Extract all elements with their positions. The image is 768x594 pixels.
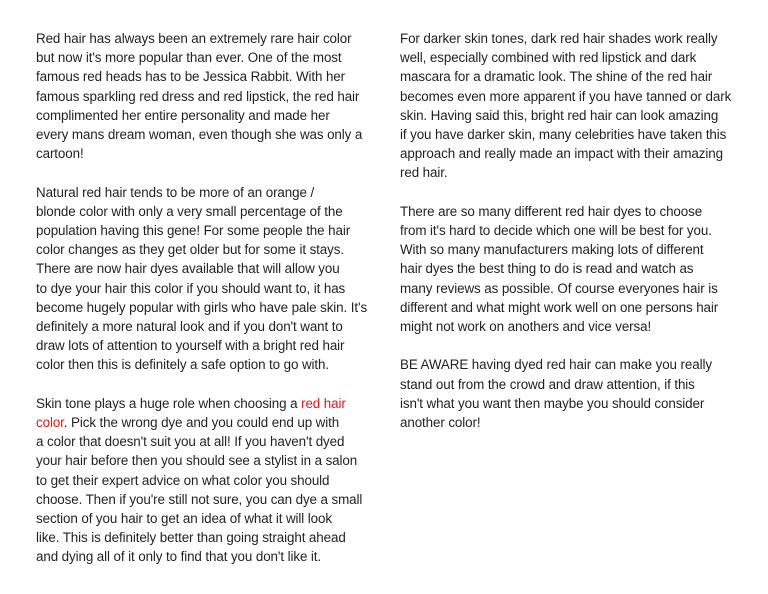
text-line: a color that doesn't suit you at all! If you haven't dyed bbox=[36, 434, 345, 450]
text-line: BE AWARE having dyed red hair can make you really bbox=[400, 357, 712, 373]
text-line bbox=[36, 413, 374, 432]
text-line: choose. Then if you're still not sure, you can dye a small bbox=[36, 491, 363, 507]
text-line: famous red heads has to be Jessica Rabbit. With her bbox=[36, 69, 345, 85]
red-hair-color-link[interactable]: red hair bbox=[301, 395, 346, 411]
right-column bbox=[400, 29, 736, 451]
text-line: Red hair has always been an extremely rare hair color bbox=[36, 31, 352, 46]
paragraph-skin-tone bbox=[36, 394, 374, 567]
text-line: another color! bbox=[400, 415, 481, 431]
text-line: well, especially combined with red lipstick and dark bbox=[400, 50, 697, 66]
text-line: For darker skin tones, dark red hair shades work really bbox=[400, 31, 718, 46]
text-line: might not work on anothers and vice versa! bbox=[400, 319, 652, 335]
text-line: isn't what you want then maybe you should consider bbox=[400, 395, 705, 411]
text-line: to get their expert advice on what color you should bbox=[36, 472, 330, 488]
text-line: becomes even more apparent if you have tanned or dark bbox=[400, 88, 732, 104]
text-line: your hair before then you should see a stylist in a salon bbox=[36, 453, 358, 469]
text-line: There are so many different red hair dyes to choose bbox=[400, 203, 703, 219]
text-line: section of you hair to get an idea of what it will look bbox=[36, 511, 332, 527]
text-line: color changes as they get older but for some it stays. bbox=[36, 242, 344, 258]
text-line: stand out from the crowd and draw attention, if this bbox=[400, 376, 695, 392]
text-line: definitely a more natural look and if you don't want to bbox=[36, 319, 343, 335]
text-line: color then this is definitely a safe option to go with. bbox=[36, 357, 329, 373]
text-line: but now it's more popular than ever. One of the most bbox=[36, 50, 342, 66]
text-line: draw lots of attention to yourself with a bright red hair bbox=[36, 338, 345, 354]
text-line: blonde color with only a very small percentage of the bbox=[36, 203, 343, 219]
text-line: and dying all of it only to find that you don't like it. bbox=[36, 549, 322, 565]
text-segment: Skin tone plays a huge role when choosing a bbox=[36, 395, 302, 411]
text-line: if you have darker skin, many celebrities have taken this bbox=[400, 127, 727, 143]
paragraph-darker-skin-tones bbox=[400, 29, 736, 183]
paragraph-natural-red-hair bbox=[36, 183, 374, 375]
text-line: With so many manufacturers making lots of different bbox=[400, 242, 704, 258]
text-line bbox=[36, 394, 374, 413]
text-line: like. This is definitely better than going straight ahead bbox=[36, 530, 346, 546]
text-line: population having this gene! For some people the hair bbox=[36, 223, 351, 239]
text-segment: . Pick the wrong dye and you could end up with bbox=[63, 415, 340, 431]
left-column bbox=[36, 29, 374, 586]
text-line: mascara for a dramatic look. The shine of the red hair bbox=[400, 69, 713, 85]
text-line: different and what might work well on one persons hair bbox=[400, 299, 719, 315]
paragraph-be-aware bbox=[400, 355, 736, 432]
text-line: red hair. bbox=[400, 165, 448, 181]
text-line: every mans dream woman, even though she was only a bbox=[36, 127, 363, 143]
text-line: become hugely popular with girls who have pale skin. It's bbox=[36, 299, 368, 315]
text-line: There are now hair dyes available that will allow you bbox=[36, 261, 340, 277]
text-line: skin. Having said this, bright red hair can look amazing bbox=[400, 107, 719, 123]
text-line: approach and really made an impact with their amazing bbox=[400, 146, 723, 162]
text-line: to dye your hair this color if you should want to, it has bbox=[36, 280, 346, 296]
text-line: many reviews as possible. Of course everyones hair is bbox=[400, 280, 718, 296]
paragraph-hair-dyes bbox=[400, 202, 736, 336]
text-line: hair dyes the best thing to do is read and watch as bbox=[400, 261, 694, 277]
text-line: from it's hard to decide which one will be best for you. bbox=[400, 223, 712, 239]
paragraph-jessica-rabbit bbox=[36, 29, 374, 163]
text-line: complimented her entire personality and made her bbox=[36, 107, 330, 123]
red-hair-color-link-continued[interactable]: color bbox=[36, 415, 64, 431]
text-line: famous sparkling red dress and red lipstick, the red hair bbox=[36, 88, 360, 104]
text-line: Natural red hair tends to be more of an orange / bbox=[36, 184, 315, 200]
text-line: cartoon! bbox=[36, 146, 84, 162]
